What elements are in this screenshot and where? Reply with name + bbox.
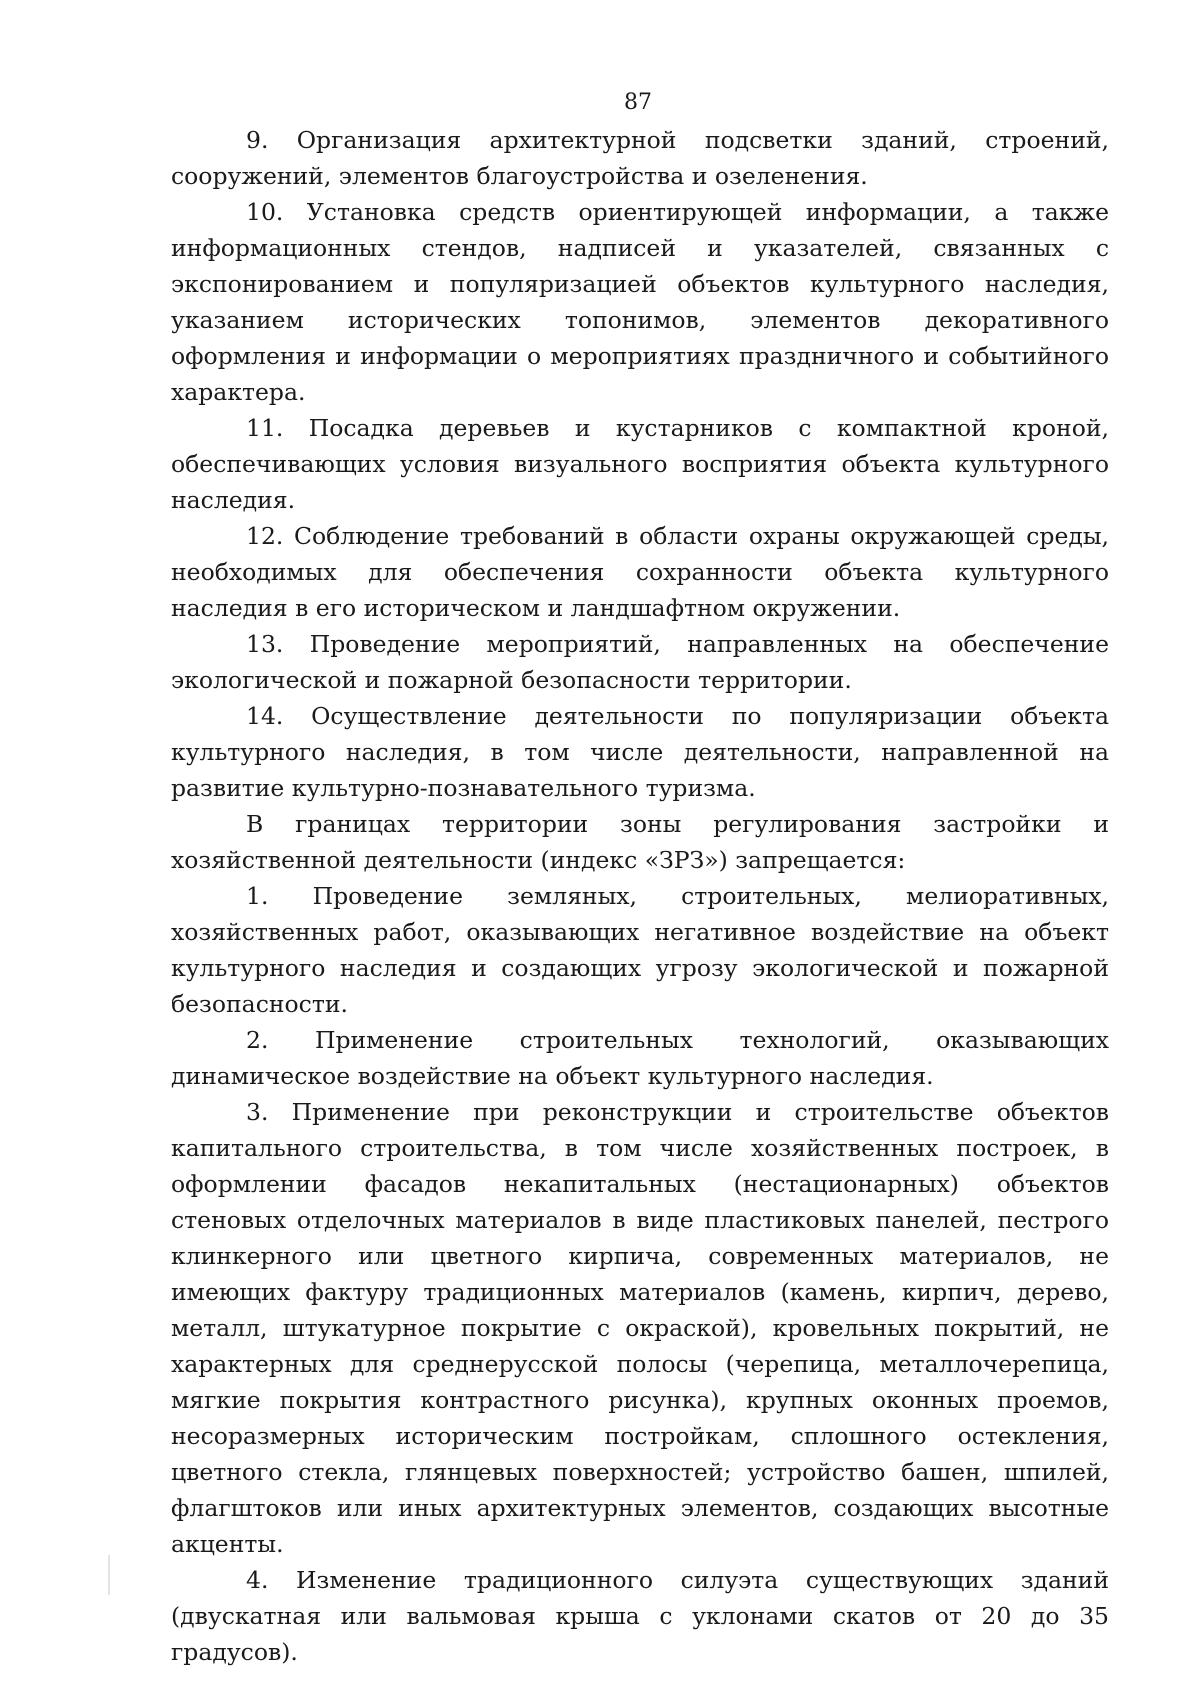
paragraph-zrz-intro: В границах территории зоны регулирования застройки и хозяйственной деятельности (индекс «ЗРЗ») запрещается:	[171, 810, 1109, 874]
paragraph-prohibition-2: 2. Применение строительных технологий, оказывающих динамическое воздействие на объект культурного наследия.	[171, 1026, 1109, 1090]
paragraph-prohibition-1: 1. Проведение земляных, строительных, мелиоративных, хозяйственных работ, оказывающих негативное воздействие на объект культурного наследия и создающих угрозу экологической и пожарной безопасности.	[171, 882, 1109, 1018]
paragraph-prohibition-3: 3. Применение при реконструкции и строительстве объектов капитального строительства, в том числе хозяйственных построек, в оформлении фасадов некапитальных (нестационарных) объектов стеновых отделочных материалов в виде пластиковых панелей, пестрого клинкерного или цветного кирпича, современных материалов, не имеющих фактуру традиционных материалов (камень, кирпич, дерево, металл, штукатурное покрытие с окраской), кровельных покрытий, не характерных для среднерусской полосы (черепица, металлочерепица, мягкие покрытия контрастного рисунка), крупных оконных проемов, несоразмерных историческим постройкам, сплошного остекления, цветного стекла, глянцевых поверхностей; устройство башен, шпилей, флагштоков или иных архитектурных элементов, создающих высотные акценты.	[171, 1098, 1109, 1558]
page-number: 87	[624, 90, 652, 115]
paragraph-item-9: 9. Организация архитектурной подсветки зданий, строений, сооружений, элементов благоустройства и озеленения.	[171, 126, 1109, 190]
paragraph-item-13: 13. Проведение мероприятий, направленных на обеспечение экологической и пожарной безопасности территории.	[171, 630, 1109, 694]
paragraph-item-11: 11. Посадка деревьев и кустарников с компактной кроной, обеспечивающих условия визуального восприятия объекта культурного наследия.	[171, 414, 1109, 514]
document-body	[171, 122, 1109, 1670]
paragraph-item-14: 14. Осуществление деятельности по популяризации объекта культурного наследия, в том числе деятельности, направленной на развитие культурно-познавательного туризма.	[171, 702, 1109, 802]
paragraph-prohibition-4: 4. Изменение традиционного силуэта существующих зданий (двускатная или вальмовая крыша с уклонами скатов от 20 до 35 градусов).	[171, 1566, 1109, 1666]
paragraph-item-12: 12. Соблюдение требований в области охраны окружающей среды, необходимых для обеспечения сохранности объекта культурного наследия в его историческом и ландшафтном окружении.	[171, 522, 1109, 622]
scan-margin-mark	[108, 1555, 110, 1595]
paragraph-item-10: 10. Установка средств ориентирующей информации, а также информационных стендов, надписей и указателей, связанных с экспонированием и популяризацией объектов культурного наследия, указанием исторических топонимов, элементов декоративного оформления и информации о мероприятиях праздничного и событийного характера.	[171, 198, 1109, 406]
